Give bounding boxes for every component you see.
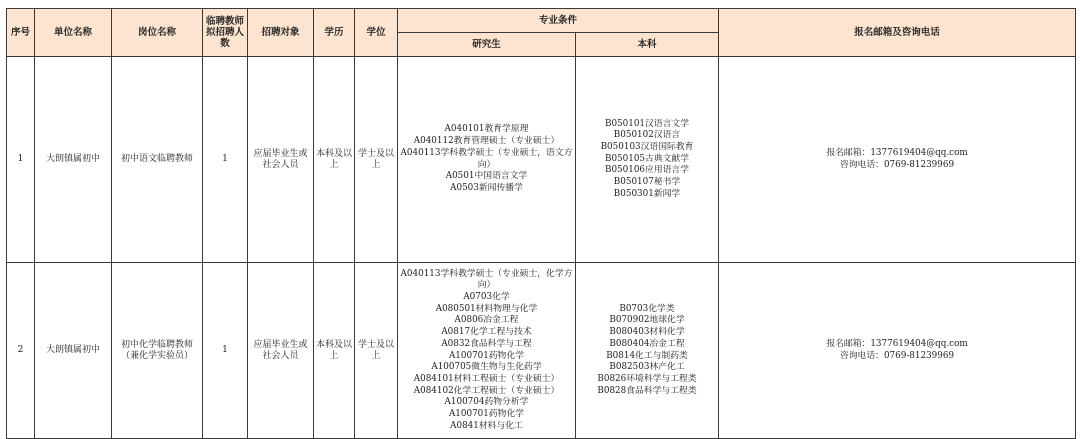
table-row — [7, 263, 1076, 439]
cell-contact — [719, 263, 1076, 439]
header-target: 招聘对象 — [248, 9, 314, 57]
undergrad-item: B070902地球化学 — [609, 315, 685, 326]
cell-unit: 大朗镇属初中 — [35, 263, 112, 439]
header-major-conditions: 专业条件 — [398, 9, 719, 33]
postgrad-item: A0832食品科学与工程 — [441, 338, 532, 349]
header-unit: 单位名称 — [35, 9, 112, 57]
postgrad-item: A100704药物分析学 — [444, 397, 529, 408]
header-count — [203, 9, 248, 57]
contact-phone: 咨询电话：0769-81239969 — [839, 350, 955, 361]
cell-seq: 1 — [7, 57, 35, 263]
undergrad-item: B080403材料化学 — [609, 327, 685, 338]
postgrad-item: A0703化学 — [463, 291, 510, 302]
undergrad-item: B0703化学类 — [619, 303, 675, 314]
header-seq: 序号 — [7, 9, 35, 57]
postgrad-item: A0503新闻传播学 — [450, 182, 523, 193]
undergrad-item: B050301新闻学 — [613, 188, 681, 199]
cell-target: 应届毕业生或社会人员 — [248, 263, 314, 439]
header-postgrad: 研究生 — [398, 33, 576, 57]
undergrad-item: B050101汉语言文学 — [604, 118, 690, 129]
undergrad-item: B0828食品科学与工程类 — [597, 385, 697, 396]
contact-phone: 咨询电话：0769-81239969 — [839, 159, 955, 170]
cell-target: 应届毕业生或社会人员 — [248, 57, 314, 263]
undergrad-item: B080404冶金工程 — [609, 338, 685, 349]
cell-contact — [719, 57, 1076, 263]
header-contact: 报名邮箱及咨询电话 — [719, 9, 1076, 57]
cell-degree: 学士及以上 — [355, 263, 398, 439]
cell-position: 初中化学临聘教师（兼化学实验员） — [112, 263, 203, 439]
postgrad-item: A040101教育学原理 — [444, 124, 529, 135]
header-education: 学历 — [314, 9, 355, 57]
undergrad-item: B0826环境科学与工程类 — [597, 373, 697, 384]
table-row — [7, 57, 1076, 263]
cell-unit: 大朗镇属初中 — [35, 57, 112, 263]
cell-count: 1 — [203, 57, 248, 263]
undergrad-item: B050103汉语国际教育 — [600, 141, 694, 152]
postgrad-item: A0806冶金工程 — [454, 315, 519, 326]
contact-email: 报名邮箱：1377619404@qq.com — [826, 147, 968, 158]
postgrad-item: A084101材料工程硕士（专业硕士） — [413, 373, 560, 384]
undergrad-item: B082503林产化工 — [609, 362, 685, 373]
cell-education: 本科及以上 — [314, 57, 355, 263]
cell-undergrad — [576, 57, 719, 263]
cell-education: 本科及以上 — [314, 263, 355, 439]
cell-degree: 学士及以上 — [355, 57, 398, 263]
header-count-text: 临聘教师拟招聘人数 — [205, 16, 244, 49]
postgrad-item: A100705微生物与生化药学 — [431, 362, 542, 373]
header-undergrad: 本科 — [576, 33, 719, 57]
postgrad-item: A100701药物化学 — [448, 409, 525, 420]
undergrad-item: B0814化工与制药类 — [606, 350, 688, 361]
recruitment-table — [6, 8, 1076, 439]
postgrad-item: A0841材料与化工 — [450, 420, 523, 431]
postgrad-item: A100701药物化学 — [448, 350, 525, 361]
undergrad-item: B050105古典文献学 — [604, 153, 690, 164]
undergrad-item: B050102汉语言 — [613, 130, 681, 141]
postgrad-item: A040113学科教学硕士（专业硕士，语文方向） — [400, 147, 573, 170]
contact-email: 报名邮箱：1377619404@qq.com — [826, 338, 968, 349]
cell-seq: 2 — [7, 263, 35, 439]
undergrad-item: B050107秘书学 — [613, 177, 681, 188]
cell-undergrad — [576, 263, 719, 439]
postgrad-item: A080501材料物理与化学 — [435, 303, 538, 314]
header-position: 岗位名称 — [112, 9, 203, 57]
cell-postgrad — [398, 57, 576, 263]
header-degree: 学位 — [355, 9, 398, 57]
postgrad-item: A0501中国语言文学 — [445, 171, 528, 182]
undergrad-item: B050106应用语言学 — [604, 165, 690, 176]
postgrad-item: A0817化学工程与技术 — [441, 327, 532, 338]
postgrad-item: A040112教育管理硕士（专业硕士） — [413, 136, 560, 147]
postgrad-item: A040113学科教学硕士（专业硕士，化学方向） — [400, 268, 573, 291]
postgrad-item: A084102化学工程硕士（专业硕士） — [413, 385, 560, 396]
cell-postgrad — [398, 263, 576, 439]
cell-position: 初中语文临聘教师 — [112, 57, 203, 263]
cell-count: 1 — [203, 263, 248, 439]
